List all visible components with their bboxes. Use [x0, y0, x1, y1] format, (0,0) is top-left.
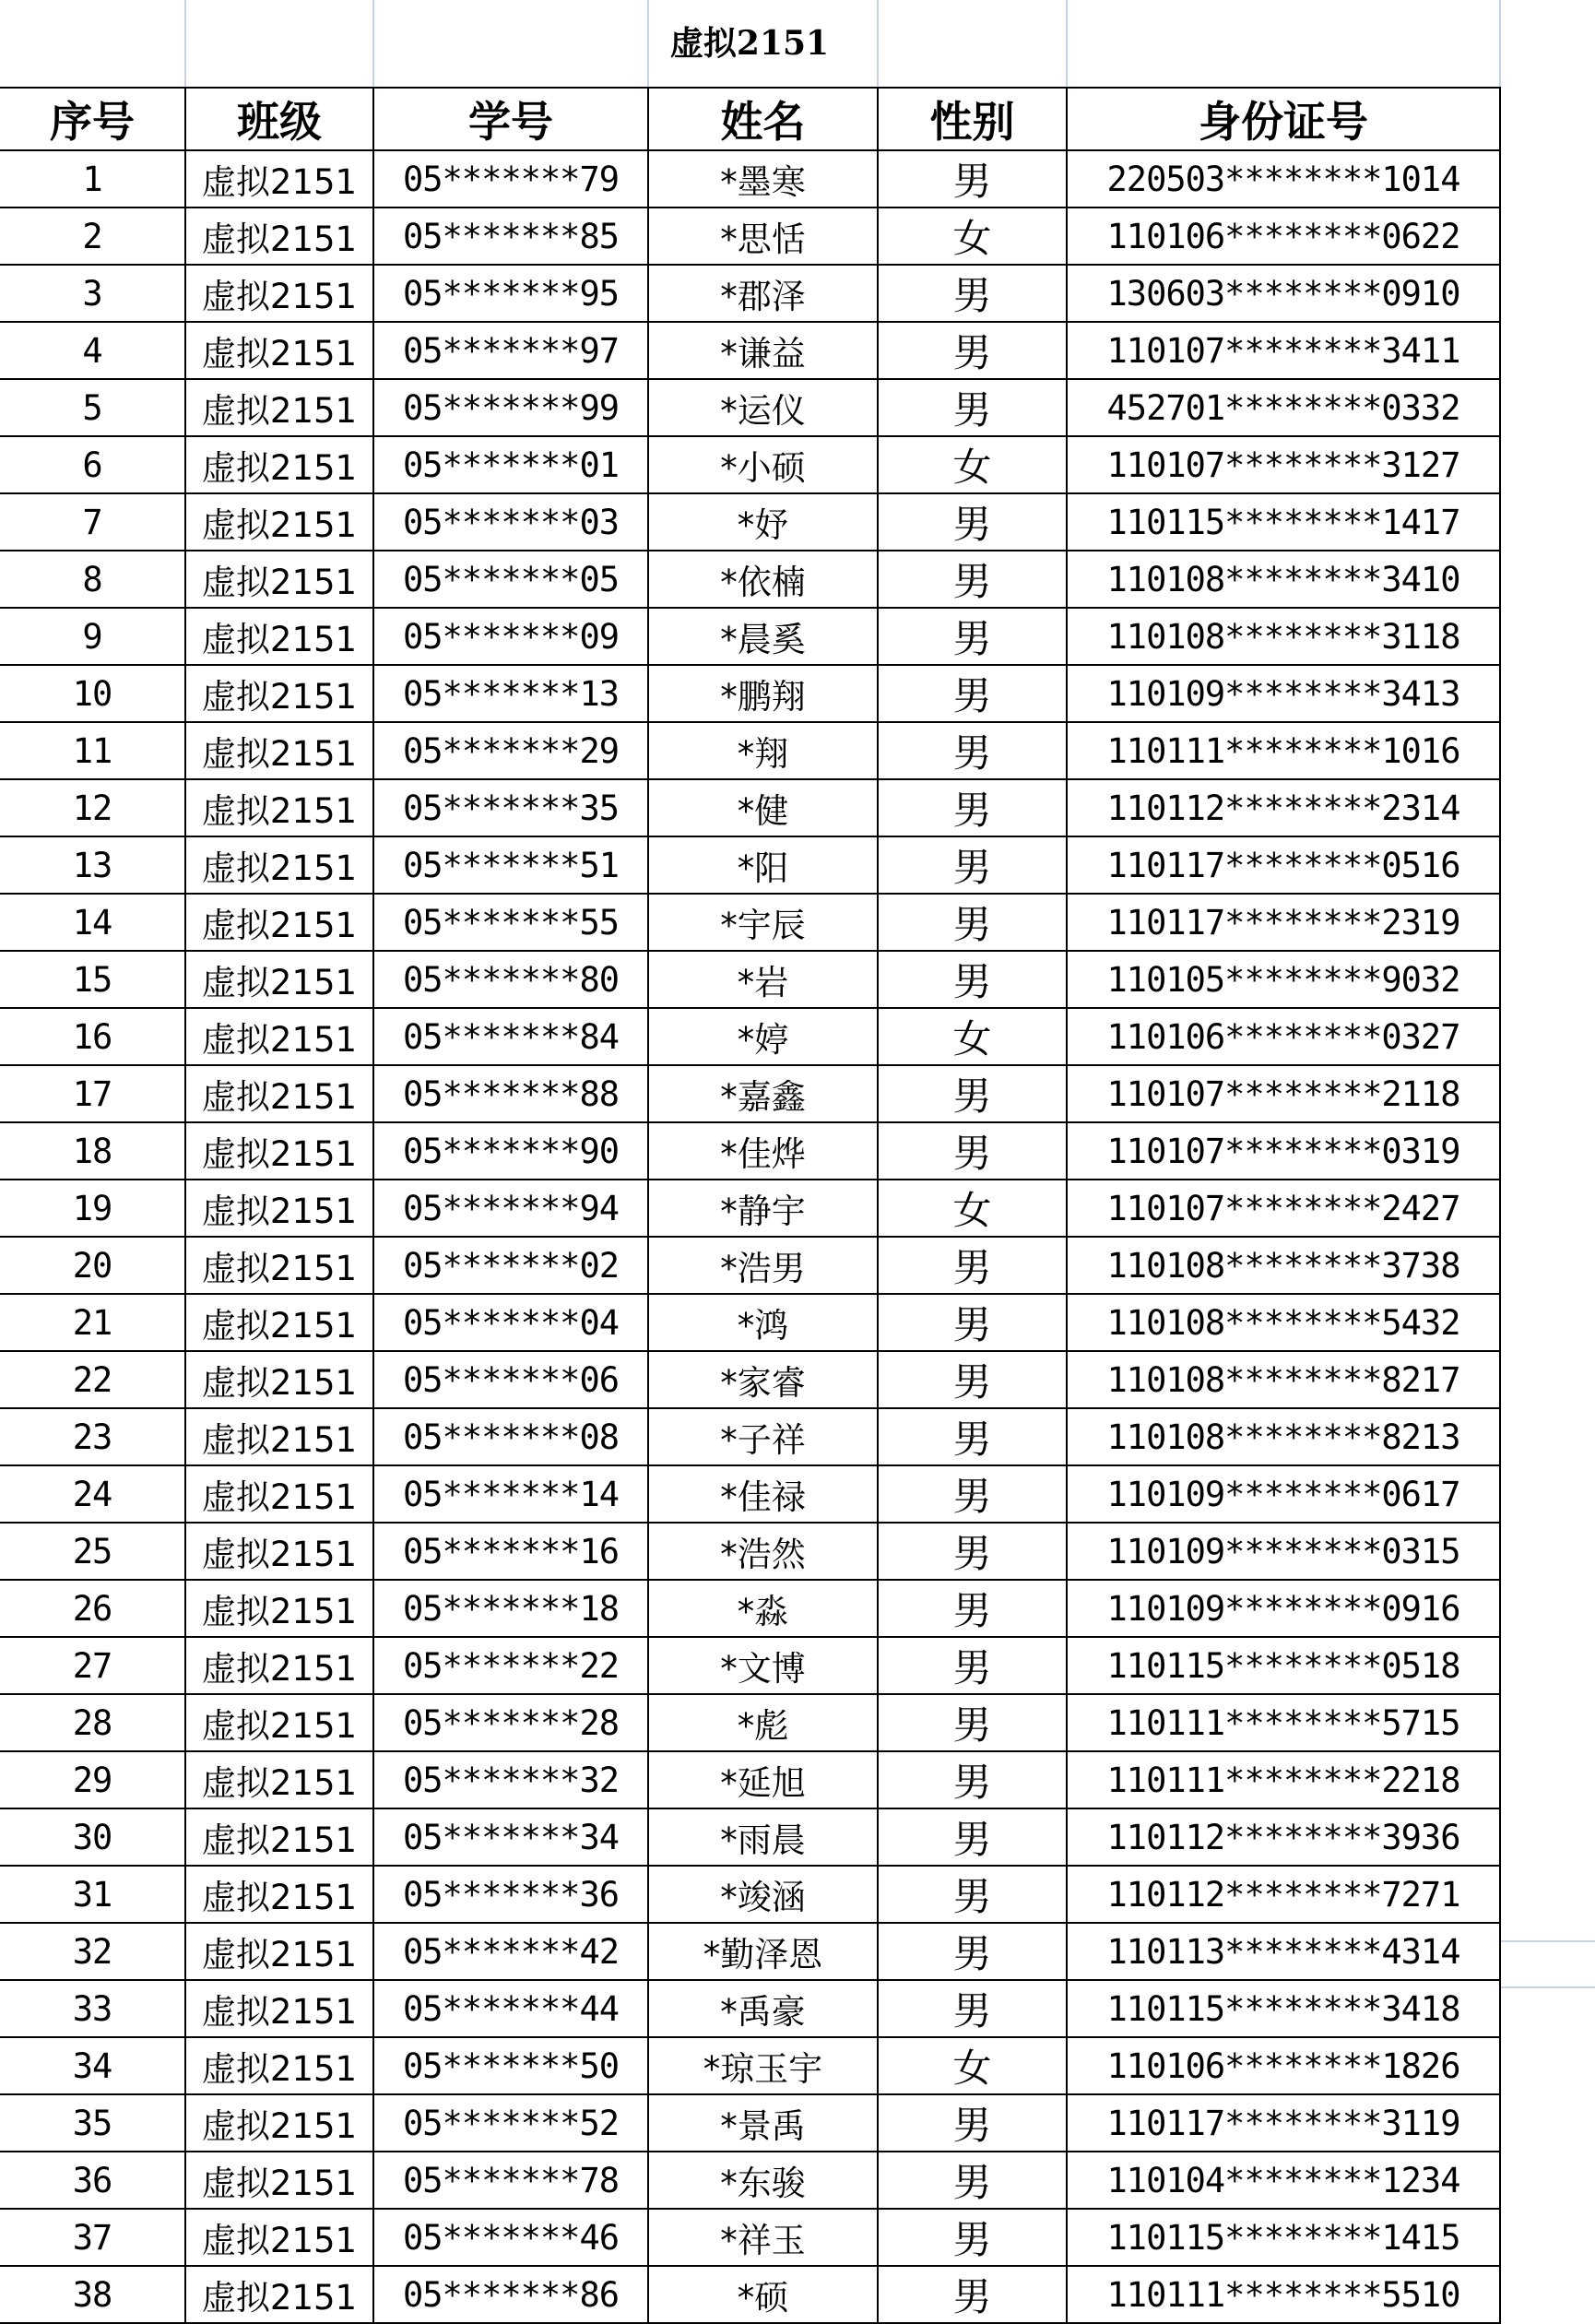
cell-gender[interactable]: 男 — [878, 150, 1067, 208]
cell-index[interactable]: 29 — [0, 1751, 185, 1808]
cell-class[interactable]: 虚拟2151 — [185, 208, 373, 265]
cell-student-id[interactable]: 05*******14 — [373, 1465, 648, 1523]
cell-name[interactable]: *彪 — [648, 1694, 878, 1751]
cell-class[interactable]: 虚拟2151 — [185, 265, 373, 322]
cell-gender[interactable]: 男 — [878, 1694, 1067, 1751]
cell-student-id[interactable]: 05*******34 — [373, 1808, 648, 1866]
table-row — [0, 665, 1500, 722]
cell-id-number[interactable]: 110109********0916 — [1067, 1580, 1500, 1637]
cell-name[interactable]: *佳烨 — [648, 1122, 878, 1180]
cell-name[interactable]: *浩男 — [648, 1237, 878, 1294]
column-header-student-id[interactable]: 学号 — [373, 88, 648, 150]
cell-index[interactable]: 37 — [0, 2209, 185, 2266]
cell-index[interactable]: 24 — [0, 1465, 185, 1523]
cell-index[interactable]: 8 — [0, 551, 185, 608]
cell-id-number[interactable]: 110117********0516 — [1067, 836, 1500, 894]
cell-index[interactable]: 27 — [0, 1637, 185, 1694]
cell-class[interactable]: 虚拟2151 — [185, 1580, 373, 1637]
cell-index[interactable]: 19 — [0, 1180, 185, 1237]
cell-class[interactable]: 虚拟2151 — [185, 379, 373, 436]
column-header-index[interactable]: 序号 — [0, 88, 185, 150]
cell-id-number[interactable]: 110108********8213 — [1067, 1408, 1500, 1465]
cell-name[interactable]: *鸿 — [648, 1294, 878, 1351]
cell-id-number[interactable]: 110117********2319 — [1067, 894, 1500, 951]
cell-class[interactable]: 虚拟2151 — [185, 894, 373, 951]
cell-index[interactable]: 7 — [0, 493, 185, 551]
cell-name[interactable]: *静宇 — [648, 1180, 878, 1237]
table-row — [0, 1694, 1500, 1751]
cell-name[interactable]: *禹豪 — [648, 1980, 878, 2037]
cell-name[interactable]: *思恬 — [648, 208, 878, 265]
cell-gender[interactable]: 男 — [878, 951, 1067, 1008]
cell-name[interactable]: *小硕 — [648, 436, 878, 493]
cell-name[interactable]: *墨寒 — [648, 150, 878, 208]
cell-gender[interactable]: 男 — [878, 379, 1067, 436]
cell-student-id[interactable]: 05*******94 — [373, 1180, 648, 1237]
cell-id-number[interactable]: 110107********2118 — [1067, 1065, 1500, 1122]
cell-id-number[interactable]: 110112********3936 — [1067, 1808, 1500, 1866]
column-header-gender[interactable]: 性别 — [878, 88, 1067, 150]
table-row — [0, 1637, 1500, 1694]
cell-student-id[interactable]: 05*******01 — [373, 436, 648, 493]
cell-index[interactable]: 16 — [0, 1008, 185, 1065]
cell-id-number[interactable]: 110111********2218 — [1067, 1751, 1500, 1808]
cell-student-id[interactable]: 05*******50 — [373, 2037, 648, 2094]
cell-student-id[interactable]: 05*******22 — [373, 1637, 648, 1694]
cell-index[interactable]: 1 — [0, 150, 185, 208]
cell-name[interactable]: *运仪 — [648, 379, 878, 436]
cell-name[interactable]: *淼 — [648, 1580, 878, 1637]
cell-gender[interactable]: 男 — [878, 2152, 1067, 2209]
cell-index[interactable]: 28 — [0, 1694, 185, 1751]
cell-name[interactable]: *景禹 — [648, 2094, 878, 2152]
table-row — [0, 2152, 1500, 2209]
cell-index[interactable]: 17 — [0, 1065, 185, 1122]
cell-class[interactable]: 虚拟2151 — [185, 1465, 373, 1523]
cell-index[interactable]: 30 — [0, 1808, 185, 1866]
cell-student-id[interactable]: 05*******28 — [373, 1694, 648, 1751]
cell-id-number[interactable]: 110115********3418 — [1067, 1980, 1500, 2037]
cell-gender[interactable]: 男 — [878, 1866, 1067, 1923]
table-row — [0, 779, 1500, 836]
cell-gender[interactable]: 男 — [878, 2209, 1067, 2266]
table-row — [0, 1180, 1500, 1237]
cell-class[interactable]: 虚拟2151 — [185, 150, 373, 208]
column-header-class[interactable]: 班级 — [185, 88, 373, 150]
cell-id-number[interactable]: 110106********0327 — [1067, 1008, 1500, 1065]
cell-gender[interactable]: 女 — [878, 436, 1067, 493]
cell-student-id[interactable]: 05*******46 — [373, 2209, 648, 2266]
cell-id-number[interactable]: 110115********0518 — [1067, 1637, 1500, 1694]
cell-id-number[interactable]: 110113********4314 — [1067, 1923, 1500, 1980]
cell-index[interactable]: 5 — [0, 379, 185, 436]
cell-id-number[interactable]: 110105********9032 — [1067, 951, 1500, 1008]
cell-index[interactable]: 4 — [0, 322, 185, 379]
cell-id-number[interactable]: 110104********1234 — [1067, 2152, 1500, 2209]
roster-table — [0, 87, 1501, 2324]
cell-student-id[interactable]: 05*******79 — [373, 150, 648, 208]
table-row — [0, 722, 1500, 779]
cell-gender[interactable]: 男 — [878, 608, 1067, 665]
cell-id-number[interactable]: 110109********3413 — [1067, 665, 1500, 722]
table-row — [0, 208, 1500, 265]
table-row — [0, 1580, 1500, 1637]
cell-name[interactable]: *健 — [648, 779, 878, 836]
table-row — [0, 608, 1500, 665]
table-row — [0, 551, 1500, 608]
cell-index[interactable]: 23 — [0, 1408, 185, 1465]
cell-id-number[interactable]: 110109********0617 — [1067, 1465, 1500, 1523]
table-row — [0, 1751, 1500, 1808]
cell-gender[interactable]: 男 — [878, 1580, 1067, 1637]
cell-id-number[interactable]: 130603********0910 — [1067, 265, 1500, 322]
table-row — [0, 1523, 1500, 1580]
cell-student-id[interactable]: 05*******29 — [373, 722, 648, 779]
table-row — [0, 2209, 1500, 2266]
cell-id-number[interactable]: 110117********3119 — [1067, 2094, 1500, 2152]
cell-class[interactable]: 虚拟2151 — [185, 322, 373, 379]
cell-index[interactable]: 36 — [0, 2152, 185, 2209]
cell-name[interactable]: *祥玉 — [648, 2209, 878, 2266]
header-row — [0, 88, 1500, 150]
cell-name[interactable]: *琼玉宇 — [648, 2037, 878, 2094]
cell-class[interactable]: 虚拟2151 — [185, 1751, 373, 1808]
cell-student-id[interactable]: 05*******04 — [373, 1294, 648, 1351]
cell-name[interactable]: *家睿 — [648, 1351, 878, 1408]
cell-name[interactable]: *子祥 — [648, 1408, 878, 1465]
cell-student-id[interactable]: 05*******51 — [373, 836, 648, 894]
cell-student-id[interactable]: 05*******90 — [373, 1122, 648, 1180]
cell-class[interactable]: 虚拟2151 — [185, 1122, 373, 1180]
cell-class[interactable]: 虚拟2151 — [185, 551, 373, 608]
cell-class[interactable]: 虚拟2151 — [185, 2094, 373, 2152]
cell-gender[interactable]: 男 — [878, 1751, 1067, 1808]
cell-gender[interactable]: 女 — [878, 1180, 1067, 1237]
cell-index[interactable]: 9 — [0, 608, 185, 665]
cell-student-id[interactable]: 05*******09 — [373, 608, 648, 665]
cell-name[interactable]: *竣涵 — [648, 1866, 878, 1923]
cell-index[interactable]: 25 — [0, 1523, 185, 1580]
cell-name[interactable]: *硕 — [648, 2266, 878, 2323]
table-row — [0, 951, 1500, 1008]
cell-class[interactable]: 虚拟2151 — [185, 1237, 373, 1294]
cell-index[interactable]: 35 — [0, 2094, 185, 2152]
cell-gender[interactable]: 男 — [878, 1122, 1067, 1180]
cell-id-number[interactable]: 110108********8217 — [1067, 1351, 1500, 1408]
cell-student-id[interactable]: 05*******03 — [373, 493, 648, 551]
cell-index[interactable]: 6 — [0, 436, 185, 493]
cell-gender[interactable]: 男 — [878, 894, 1067, 951]
cell-index[interactable]: 31 — [0, 1866, 185, 1923]
cell-gender[interactable]: 女 — [878, 208, 1067, 265]
cell-class[interactable]: 虚拟2151 — [185, 1694, 373, 1751]
cell-gender[interactable]: 男 — [878, 836, 1067, 894]
cell-name[interactable]: *文博 — [648, 1637, 878, 1694]
cell-student-id[interactable]: 05*******80 — [373, 951, 648, 1008]
cell-class[interactable]: 虚拟2151 — [185, 436, 373, 493]
cell-class[interactable]: 虚拟2151 — [185, 2152, 373, 2209]
cell-id-number[interactable]: 110115********1417 — [1067, 493, 1500, 551]
cell-gender[interactable]: 男 — [878, 1408, 1067, 1465]
cell-index[interactable]: 22 — [0, 1351, 185, 1408]
cell-gender[interactable]: 男 — [878, 1065, 1067, 1122]
cell-gender[interactable]: 男 — [878, 722, 1067, 779]
sheet-title: 虚拟2151 — [669, 24, 830, 63]
cell-id-number[interactable]: 452701********0332 — [1067, 379, 1500, 436]
cell-name[interactable]: *依楠 — [648, 551, 878, 608]
cell-index[interactable]: 32 — [0, 1923, 185, 1980]
cell-class[interactable]: 虚拟2151 — [185, 1637, 373, 1694]
table-row — [0, 1980, 1500, 2037]
cell-id-number[interactable]: 110107********3127 — [1067, 436, 1500, 493]
table-row — [0, 150, 1500, 208]
cell-name[interactable]: *谦益 — [648, 322, 878, 379]
table-row — [0, 265, 1500, 322]
cell-class[interactable]: 虚拟2151 — [185, 836, 373, 894]
cell-name[interactable]: *晨奚 — [648, 608, 878, 665]
cell-student-id[interactable]: 05*******36 — [373, 1866, 648, 1923]
cell-index[interactable]: 12 — [0, 779, 185, 836]
cell-gender[interactable]: 男 — [878, 1351, 1067, 1408]
cell-index[interactable]: 14 — [0, 894, 185, 951]
cell-gender[interactable]: 男 — [878, 1237, 1067, 1294]
cell-class[interactable]: 虚拟2151 — [185, 1294, 373, 1351]
cell-gender[interactable]: 男 — [878, 265, 1067, 322]
cell-class[interactable]: 虚拟2151 — [185, 1008, 373, 1065]
cell-gender[interactable]: 男 — [878, 779, 1067, 836]
cell-id-number[interactable]: 110107********2427 — [1067, 1180, 1500, 1237]
cell-id-number[interactable]: 110106********1826 — [1067, 2037, 1500, 2094]
table-row — [0, 379, 1500, 436]
cell-index[interactable]: 10 — [0, 665, 185, 722]
cell-student-id[interactable]: 05*******02 — [373, 1237, 648, 1294]
cell-class[interactable]: 虚拟2151 — [185, 608, 373, 665]
cell-class[interactable]: 虚拟2151 — [185, 2037, 373, 2094]
cell-gender[interactable]: 男 — [878, 493, 1067, 551]
cell-student-id[interactable]: 05*******55 — [373, 894, 648, 951]
cell-index[interactable]: 26 — [0, 1580, 185, 1637]
cell-student-id[interactable]: 05*******97 — [373, 322, 648, 379]
cell-class[interactable]: 虚拟2151 — [185, 1980, 373, 2037]
cell-index[interactable]: 34 — [0, 2037, 185, 2094]
cell-student-id[interactable]: 05*******52 — [373, 2094, 648, 2152]
table-row — [0, 493, 1500, 551]
cell-gender[interactable]: 男 — [878, 1637, 1067, 1694]
cell-student-id[interactable]: 05*******06 — [373, 1351, 648, 1408]
table-row — [0, 1065, 1500, 1122]
table-row — [0, 1866, 1500, 1923]
cell-id-number[interactable]: 110108********3410 — [1067, 551, 1500, 608]
cell-id-number[interactable]: 110115********1415 — [1067, 2209, 1500, 2266]
table-row — [0, 436, 1500, 493]
cell-gender[interactable]: 男 — [878, 322, 1067, 379]
cell-name[interactable]: *婷 — [648, 1008, 878, 1065]
cell-class[interactable]: 虚拟2151 — [185, 951, 373, 1008]
cell-student-id[interactable]: 05*******18 — [373, 1580, 648, 1637]
cell-gender[interactable]: 女 — [878, 2037, 1067, 2094]
cell-gender[interactable]: 男 — [878, 2094, 1067, 2152]
cell-class[interactable]: 虚拟2151 — [185, 1351, 373, 1408]
table-row — [0, 2037, 1500, 2094]
cell-id-number[interactable]: 110111********5510 — [1067, 2266, 1500, 2323]
cell-index[interactable]: 21 — [0, 1294, 185, 1351]
table-row — [0, 322, 1500, 379]
cell-gender[interactable]: 男 — [878, 551, 1067, 608]
cell-class[interactable]: 虚拟2151 — [185, 1065, 373, 1122]
cell-name[interactable]: *延旭 — [648, 1751, 878, 1808]
cell-class[interactable]: 虚拟2151 — [185, 493, 373, 551]
table-row — [0, 1465, 1500, 1523]
cell-student-id[interactable]: 05*******85 — [373, 208, 648, 265]
cell-class[interactable]: 虚拟2151 — [185, 722, 373, 779]
cell-name[interactable]: *宇辰 — [648, 894, 878, 951]
cell-name[interactable]: *鹏翔 — [648, 665, 878, 722]
cell-student-id[interactable]: 05*******88 — [373, 1065, 648, 1122]
cell-gender[interactable]: 男 — [878, 2266, 1067, 2323]
cell-gender[interactable]: 男 — [878, 1980, 1067, 2037]
cell-class[interactable]: 虚拟2151 — [185, 1866, 373, 1923]
column-header-id-number[interactable]: 身份证号 — [1067, 88, 1500, 150]
cell-name[interactable]: *嘉鑫 — [648, 1065, 878, 1122]
column-header-name[interactable]: 姓名 — [648, 88, 878, 150]
cell-index[interactable]: 38 — [0, 2266, 185, 2323]
cell-student-id[interactable]: 05*******13 — [373, 665, 648, 722]
cell-name[interactable]: *郡泽 — [648, 265, 878, 322]
cell-student-id[interactable]: 05*******16 — [373, 1523, 648, 1580]
cell-id-number[interactable]: 110111********1016 — [1067, 722, 1500, 779]
cell-index[interactable]: 13 — [0, 836, 185, 894]
cell-student-id[interactable]: 05*******08 — [373, 1408, 648, 1465]
cell-id-number[interactable]: 110108********3118 — [1067, 608, 1500, 665]
cell-name[interactable]: *雨晨 — [648, 1808, 878, 1866]
cell-id-number[interactable]: 110109********0315 — [1067, 1523, 1500, 1580]
table-row — [0, 836, 1500, 894]
cell-id-number[interactable]: 110112********2314 — [1067, 779, 1500, 836]
cell-class[interactable]: 虚拟2151 — [185, 779, 373, 836]
cell-class[interactable]: 虚拟2151 — [185, 1408, 373, 1465]
cell-student-id[interactable]: 05*******44 — [373, 1980, 648, 2037]
cell-index[interactable]: 33 — [0, 1980, 185, 2037]
table-row — [0, 1408, 1500, 1465]
table-row — [0, 1122, 1500, 1180]
cell-student-id[interactable]: 05*******42 — [373, 1923, 648, 1980]
cell-gender[interactable]: 男 — [878, 1923, 1067, 1980]
cell-student-id[interactable]: 05*******05 — [373, 551, 648, 608]
table-row — [0, 2094, 1500, 2152]
cell-id-number[interactable]: 110112********7271 — [1067, 1866, 1500, 1923]
cell-index[interactable]: 2 — [0, 208, 185, 265]
cell-name[interactable]: *翔 — [648, 722, 878, 779]
table-row — [0, 2266, 1500, 2323]
cell-class[interactable]: 虚拟2151 — [185, 1923, 373, 1980]
cell-name[interactable]: *妤 — [648, 493, 878, 551]
cell-index[interactable]: 3 — [0, 265, 185, 322]
cell-student-id[interactable]: 05*******95 — [373, 265, 648, 322]
cell-student-id[interactable]: 05*******78 — [373, 2152, 648, 2209]
roster-body — [0, 150, 1500, 2323]
cell-student-id[interactable]: 05*******99 — [373, 379, 648, 436]
table-row — [0, 1237, 1500, 1294]
cell-class[interactable]: 虚拟2151 — [185, 1808, 373, 1866]
cell-id-number[interactable]: 220503********1014 — [1067, 150, 1500, 208]
cell-id-number[interactable]: 110108********3738 — [1067, 1237, 1500, 1294]
cell-gender[interactable]: 女 — [878, 1008, 1067, 1065]
table-row — [0, 1008, 1500, 1065]
cell-id-number[interactable]: 110107********3411 — [1067, 322, 1500, 379]
cell-class[interactable]: 虚拟2151 — [185, 2209, 373, 2266]
cell-class[interactable]: 虚拟2151 — [185, 1180, 373, 1237]
cell-gender[interactable]: 男 — [878, 1465, 1067, 1523]
cell-index[interactable]: 20 — [0, 1237, 185, 1294]
cell-id-number[interactable]: 110107********0319 — [1067, 1122, 1500, 1180]
cell-gender[interactable]: 男 — [878, 665, 1067, 722]
cell-index[interactable]: 15 — [0, 951, 185, 1008]
cell-name[interactable]: *东骏 — [648, 2152, 878, 2209]
cell-name[interactable]: *浩然 — [648, 1523, 878, 1580]
cell-id-number[interactable]: 110108********5432 — [1067, 1294, 1500, 1351]
table-row — [0, 1808, 1500, 1866]
cell-id-number[interactable]: 110111********5715 — [1067, 1694, 1500, 1751]
cell-index[interactable]: 18 — [0, 1122, 185, 1180]
cell-name[interactable]: *勤泽恩 — [648, 1923, 878, 1980]
cell-class[interactable]: 虚拟2151 — [185, 1523, 373, 1580]
cell-name[interactable]: *阳 — [648, 836, 878, 894]
cell-student-id[interactable]: 05*******84 — [373, 1008, 648, 1065]
table-row — [0, 1294, 1500, 1351]
cell-id-number[interactable]: 110106********0622 — [1067, 208, 1500, 265]
table-row — [0, 1351, 1500, 1408]
cell-student-id[interactable]: 05*******32 — [373, 1751, 648, 1808]
cell-student-id[interactable]: 05*******86 — [373, 2266, 648, 2323]
cell-gender[interactable]: 男 — [878, 1523, 1067, 1580]
cell-gender[interactable]: 男 — [878, 1808, 1067, 1866]
table-row — [0, 1923, 1500, 1980]
cell-class[interactable]: 虚拟2151 — [185, 665, 373, 722]
cell-gender[interactable]: 男 — [878, 1294, 1067, 1351]
cell-student-id[interactable]: 05*******35 — [373, 779, 648, 836]
cell-name[interactable]: *岩 — [648, 951, 878, 1008]
cell-name[interactable]: *佳禄 — [648, 1465, 878, 1523]
cell-index[interactable]: 11 — [0, 722, 185, 779]
table-row — [0, 894, 1500, 951]
cell-class[interactable]: 虚拟2151 — [185, 2266, 373, 2323]
